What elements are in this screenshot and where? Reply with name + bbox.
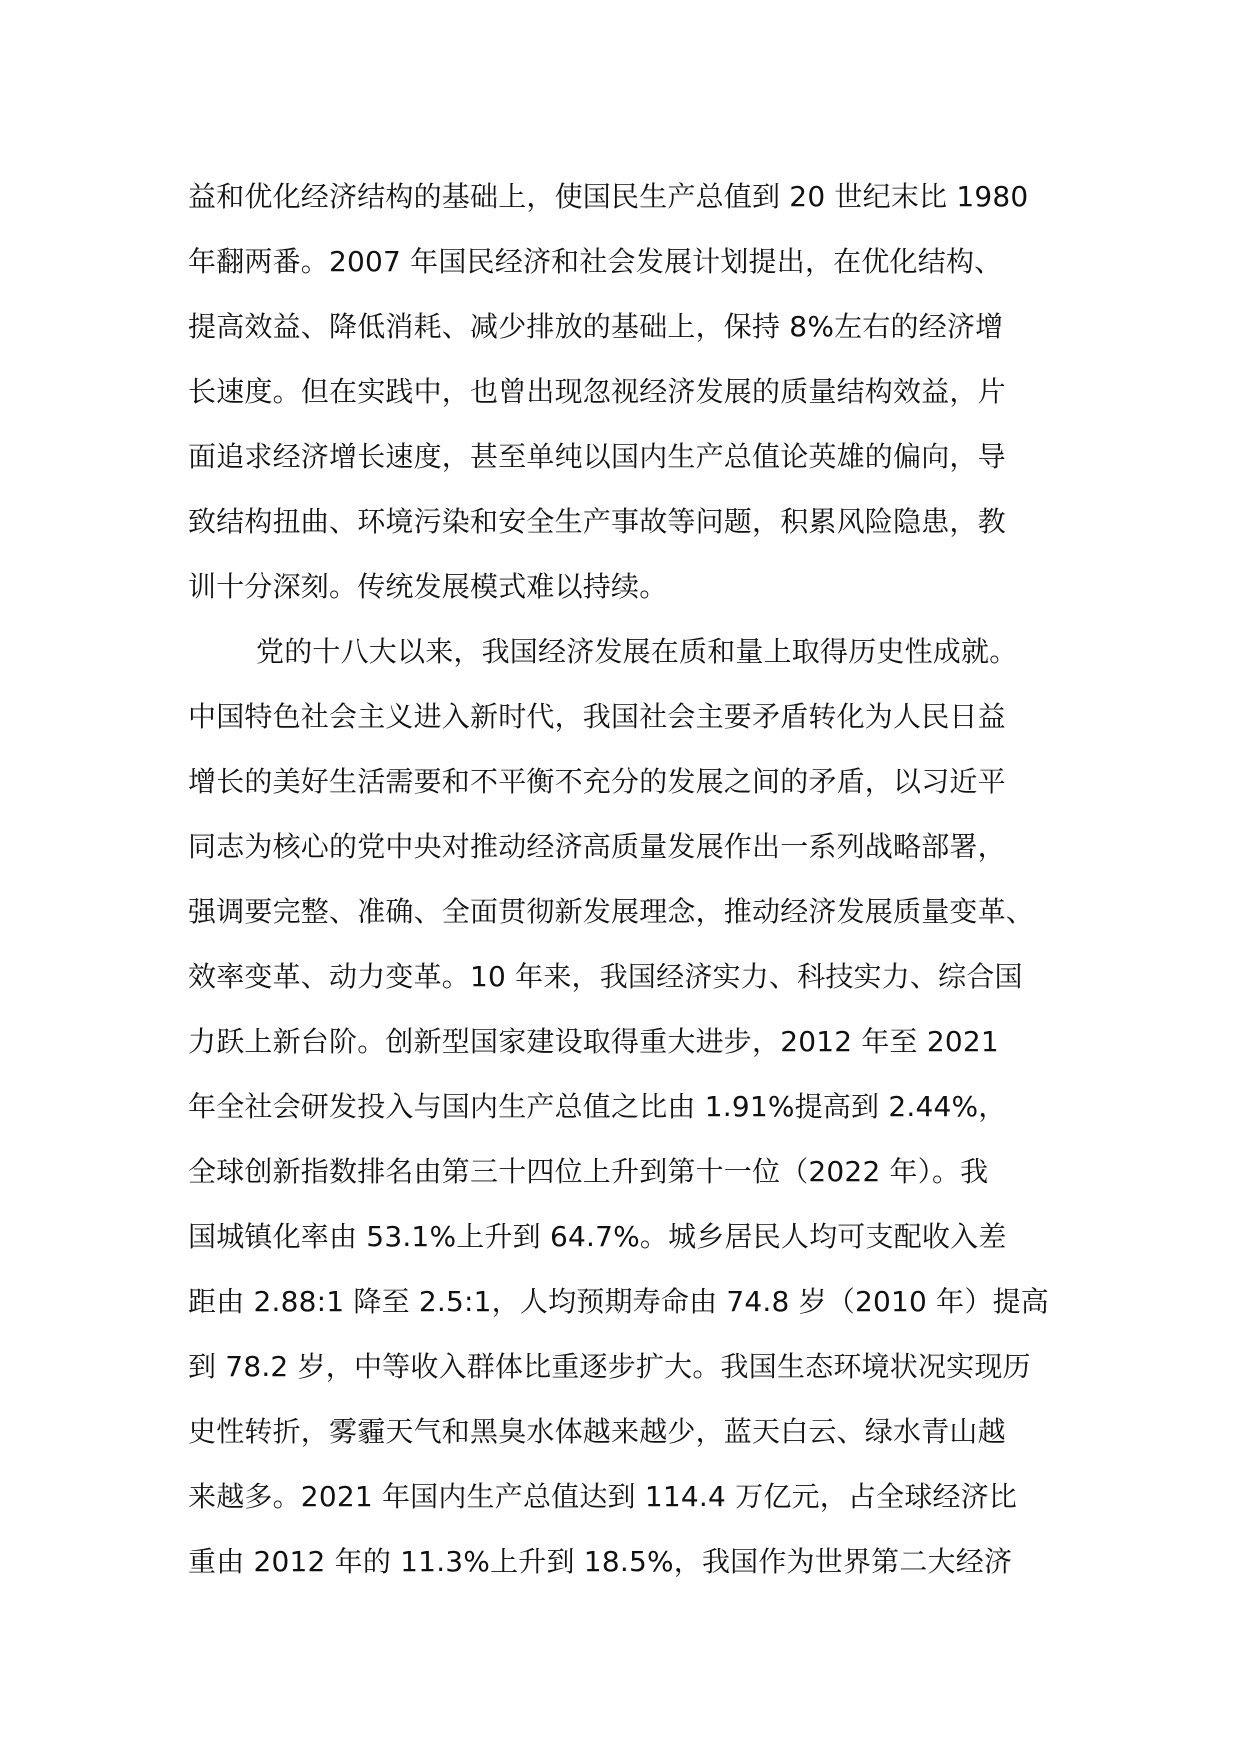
- text-line: 提高效益、降低消耗、减少排放的基础上，保持 8%左右的经济增: [188, 310, 1004, 343]
- body-text: [188, 164, 1068, 1594]
- text-line: 训十分深刻。传统发展模式难以持续。: [188, 570, 668, 603]
- text-line: 年全社会研发投入与国内生产总值之比由 1.91%提高到 2.44%，: [188, 1090, 1007, 1123]
- text-line: 全球创新指数排名由第三十四位上升到第十一位（2022 年）。我: [188, 1155, 989, 1188]
- paragraph-start-line: 党的十八大以来，我国经济发展在质和量上取得历史性成就。: [256, 635, 1018, 668]
- text-line: 力跃上新台阶。创新型国家建设取得重大进步，2012 年至 2021: [188, 1025, 999, 1058]
- text-line: 距由 2.88:1 降至 2.5:1，人均预期寿命由 74.8 岁（2010 年）提高: [188, 1285, 1049, 1318]
- text-line: 国城镇化率由 53.1%上升到 64.7%。城乡居民人均可支配收入差: [188, 1220, 1007, 1253]
- text-line: 增长的美好生活需要和不平衡不充分的发展之间的矛盾，以习近平: [188, 765, 1006, 798]
- text-line: 长速度。但在实践中，也曾出现忽视经济发展的质量结构效益，片: [188, 375, 1006, 408]
- text-line: 面追求经济增长速度，甚至单纯以国内生产总值论英雄的偏向，导: [188, 440, 1006, 473]
- text-line: 年翻两番。2007 年国民经济和社会发展计划提出，在优化结构、: [188, 245, 1003, 278]
- text-line: 史性转折，雾霾天气和黑臭水体越来越少，蓝天白云、绿水青山越: [188, 1415, 1006, 1448]
- text-line: 致结构扭曲、环境污染和安全生产事故等问题，积累风险隐患，教: [188, 505, 1006, 538]
- text-line: 益和优化经济结构的基础上，使国民生产总值到 20 世纪末比 1980: [188, 180, 1029, 213]
- text-line: 来越多。2021 年国内生产总值达到 114.4 万亿元，占全球经济比: [188, 1480, 1018, 1513]
- text-line: 同志为核心的党中央对推动经济高质量发展作出一系列战略部署，: [188, 830, 1006, 863]
- text-line: 强调要完整、准确、全面贯彻新发展理念，推动经济发展质量变革、: [188, 895, 1035, 928]
- text-line: 重由 2012 年的 11.3%上升到 18.5%，我国作为世界第二大经济: [188, 1545, 1013, 1578]
- text-line: 中国特色社会主义进入新时代，我国社会主要矛盾转化为人民日益: [188, 700, 1006, 733]
- text-line: 到 78.2 岁，中等收入群体比重逐步扩大。我国生态环境状况实现历: [188, 1350, 1031, 1383]
- text-line: 效率变革、动力变革。10 年来，我国经济实力、科技实力、综合国: [188, 960, 1023, 993]
